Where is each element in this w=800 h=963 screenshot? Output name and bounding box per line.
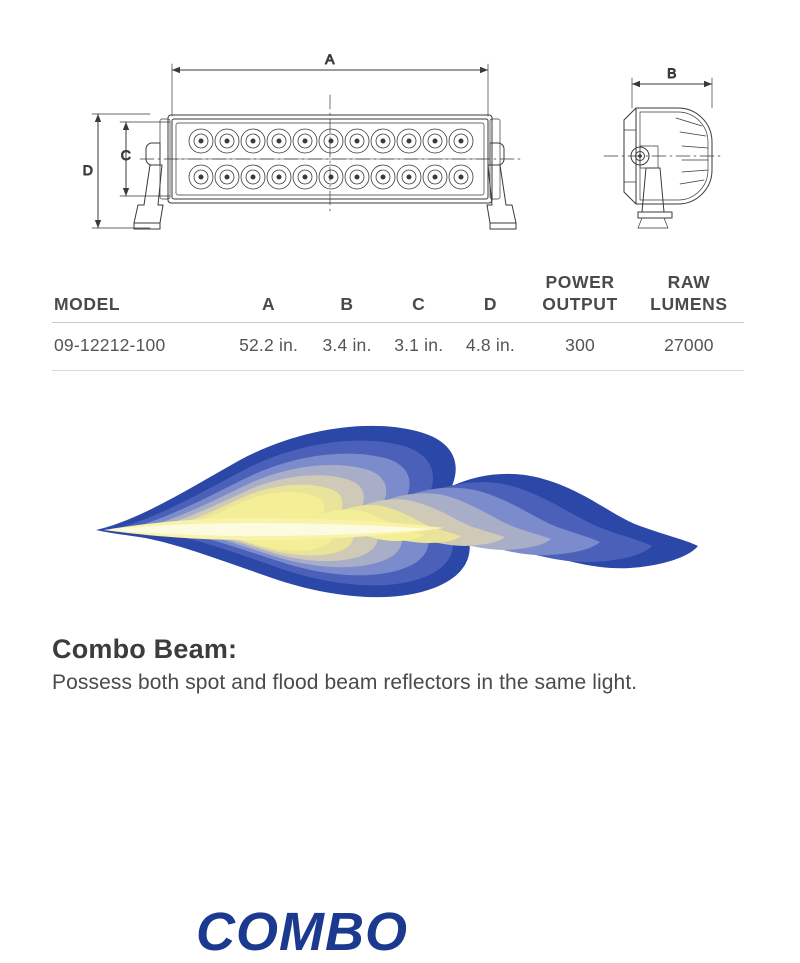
center-lines [140,95,520,215]
left-mounting-bracket [134,143,163,229]
table-body [52,322,744,370]
beam-pattern-svg [0,408,800,633]
cell-b: 3.4 in. [322,334,372,355]
caption-body: Possess both spot and flood beam reflectors in the same light. [52,671,638,694]
raw-lumens-line-2: LUMENS [650,293,728,314]
dimension-d-label: D [82,162,94,178]
cell-raw-lumens: 27000 [664,334,714,355]
power-output-line-1: POWER [545,272,615,292]
combo-beam-wordmark: COMBO [196,902,408,962]
specification-table [52,268,744,371]
power-output-line-2: OUTPUT [542,293,618,314]
column-header-power-output [526,268,634,322]
beam-contours [96,426,698,597]
cell-a: 52.2 in. [239,334,299,355]
table-header-row [52,268,744,322]
dimension-c-label: C [120,147,132,163]
dimension-d-line [92,114,150,228]
light-bar-housing-side [624,108,712,228]
technical-drawing [0,0,800,260]
column-header-d: D [483,293,498,314]
table-row [52,322,744,370]
column-header-a: A [261,293,276,314]
caption-title: Combo Beam: [52,634,238,664]
column-header-raw-lumens [634,268,744,322]
cell-power-output: 300 [565,334,595,355]
raw-lumens-line-1: RAW [667,272,711,292]
table-header [52,268,744,322]
column-header-b: B [340,293,354,314]
right-mounting-bracket [487,143,516,229]
cell-d: 4.8 in. [465,334,515,355]
drawing-svg [0,0,800,260]
caption-block [52,634,752,695]
column-header-c: C [412,293,426,314]
cell-c: 3.1 in. [394,334,444,355]
dimension-a-label: A [325,51,335,67]
column-header-model: MODEL [54,293,121,314]
dimension-b-label: B [667,65,677,81]
dimension-b-line [632,78,712,108]
cell-model: 09-12212-100 [54,334,166,355]
